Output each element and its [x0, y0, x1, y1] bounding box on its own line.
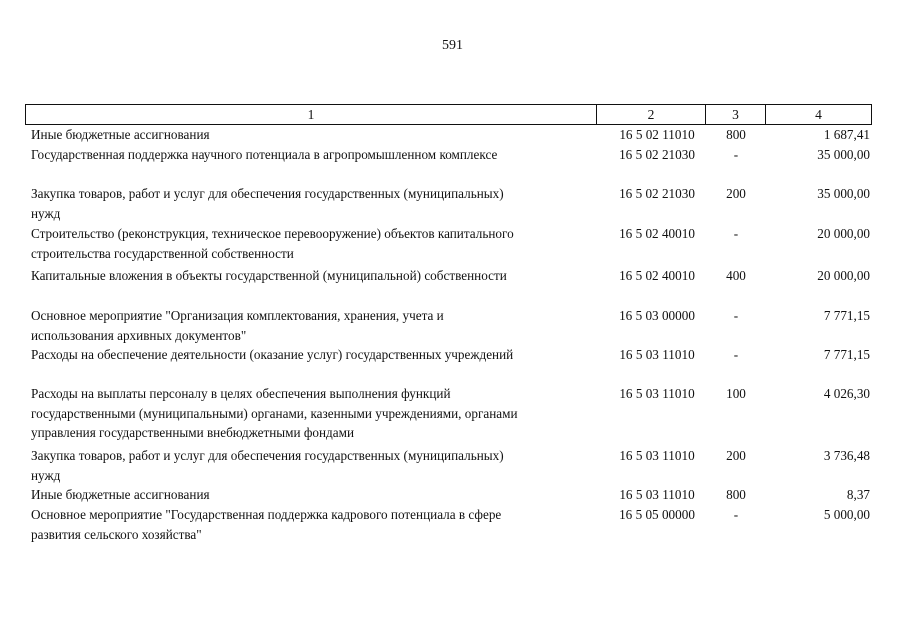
row-name: Государственная поддержка научного потенциала в агропромышленном комплексе: [31, 147, 498, 162]
row-code: 16 5 03 11010: [619, 448, 695, 463]
row-code: 16 5 03 11010: [619, 487, 695, 502]
header-col-1: 1: [26, 105, 597, 124]
row-amount: 20 000,00: [817, 226, 870, 241]
row-name: Расходы на обеспечение деятельности (оказание услуг) государственных учреждений: [31, 347, 514, 362]
row-type: -: [733, 308, 739, 323]
row-name: Закупка товаров, работ и услуг для обеспечения государственных (муниципальных) нужд: [31, 448, 504, 483]
header-col-3: 3: [706, 105, 766, 124]
row-name: Основное мероприятие "Государственная поддержка кадрового потенциала в сфере развития сельского хозяйства": [31, 507, 502, 542]
row-type: -: [733, 147, 739, 162]
row-name: Иные бюджетные ассигнования: [31, 487, 210, 502]
row-code: 16 5 03 11010: [619, 386, 695, 401]
row-amount: 8,37: [846, 487, 870, 502]
row-type: -: [733, 226, 739, 241]
row-type: 800: [726, 487, 746, 502]
row-name: Основное мероприятие "Организация комплектования, хранения, учета и использования архивных документов": [31, 308, 444, 343]
row-code: 16 5 02 40010: [619, 226, 695, 241]
row-code: 16 5 02 21030: [619, 147, 695, 162]
row-code: 16 5 03 00000: [619, 308, 695, 323]
row-type: 800: [726, 127, 746, 142]
row-name: Иные бюджетные ассигнования: [31, 127, 210, 142]
row-name: Капитальные вложения в объекты государственной (муниципальной) собственности: [31, 268, 507, 283]
row-code: 16 5 02 21030: [619, 186, 695, 201]
row-type: 200: [726, 448, 746, 463]
row-amount: 7 771,15: [823, 308, 870, 323]
row-code: 16 5 02 11010: [619, 127, 695, 142]
row-code: 16 5 03 11010: [619, 347, 695, 362]
row-name: Строительство (реконструкция, техническое перевооружение) объектов капитального строительства государственной собственности: [31, 226, 514, 261]
row-code: 16 5 02 40010: [619, 268, 695, 283]
row-code: 16 5 05 00000: [619, 507, 695, 522]
row-type: 100: [726, 386, 746, 401]
row-amount: 35 000,00: [817, 147, 870, 162]
row-type: 400: [726, 268, 746, 283]
row-amount: 1 687,41: [823, 127, 870, 142]
header-col-2: 2: [597, 105, 706, 124]
table-header: [25, 104, 872, 125]
row-type: 200: [726, 186, 746, 201]
row-name: Расходы на выплаты персоналу в целях обеспечения выполнения функций государственными (муниципальными) органами, казенными учреждениями, органами управления государственными внебюджетными фондами: [31, 386, 518, 440]
row-amount: 4 026,30: [823, 386, 870, 401]
page-number: 591: [442, 38, 463, 53]
row-amount: 35 000,00: [817, 186, 870, 201]
row-type: -: [733, 347, 739, 362]
row-type: -: [733, 507, 739, 522]
header-col-4: 4: [815, 107, 822, 122]
row-amount: 5 000,00: [823, 507, 870, 522]
row-amount: 7 771,15: [823, 347, 870, 362]
row-name: Закупка товаров, работ и услуг для обеспечения государственных (муниципальных) нужд: [31, 186, 504, 221]
row-amount: 20 000,00: [817, 268, 870, 283]
row-amount: 3 736,48: [823, 448, 870, 463]
